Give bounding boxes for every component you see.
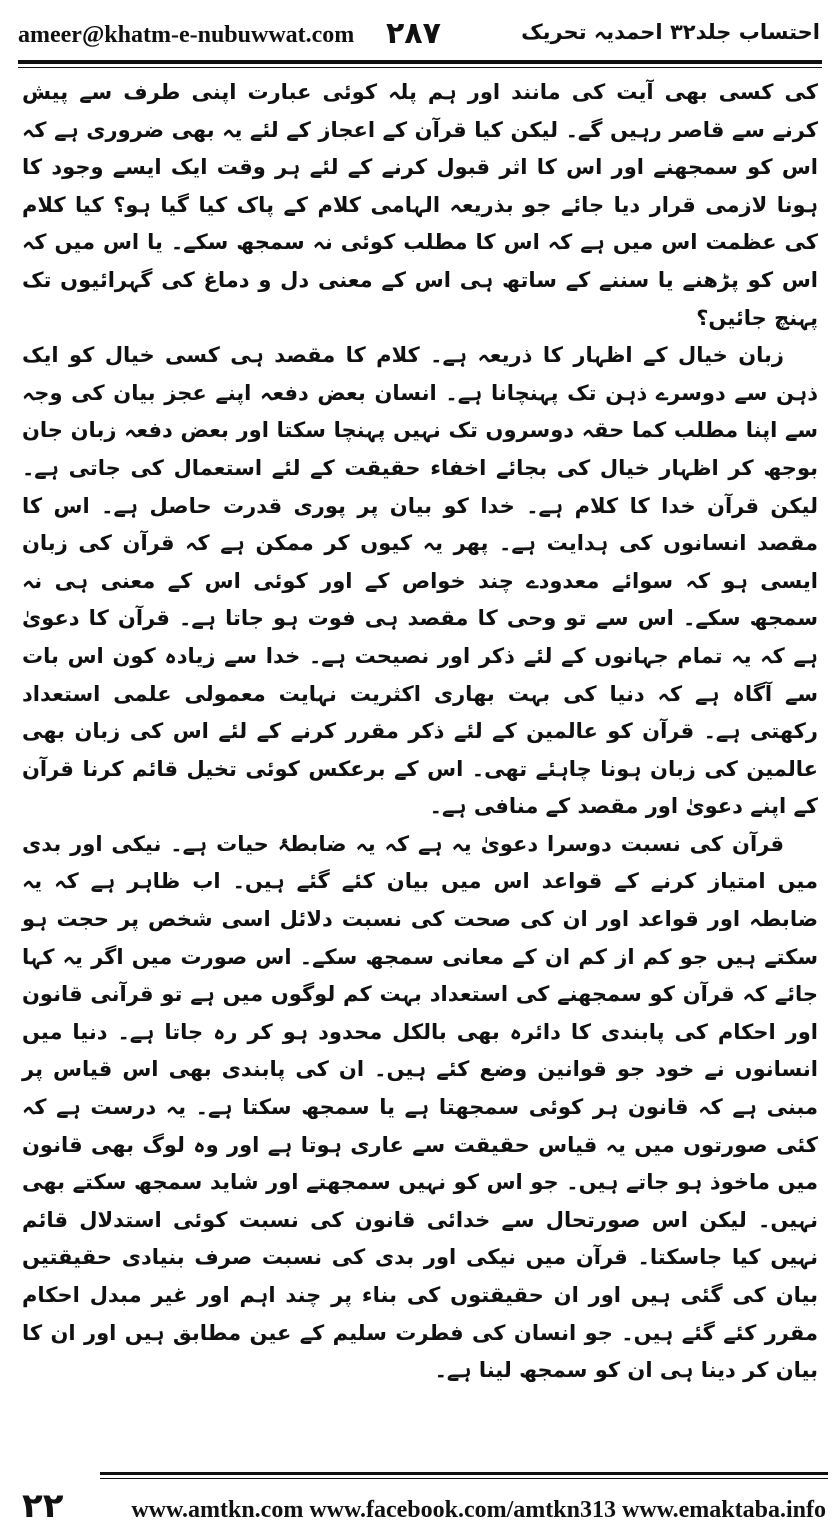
paragraph-2: زبان خیال کے اظہار کا ذریعہ ہے۔ کلام کا مقصد ہی کسی خیال کو ایک ذہن سے دوسرے ذہن تک پہنچانا ہے۔ انسان بعض دفعہ اپنے عجز بیان کی وجہ سے اپنا مطلب کما حقہ دوسروں تک نہیں پہنچا سکتا اور بعض دفعہ زبان جان بوجھ کر اظہار خیال کی بجائے اخفاء حقیقت کے لئے استعمال کی جاتی ہے۔ لیکن قرآن خدا کا کلام ہے۔ خدا کو بیان پر پوری قدرت حاصل ہے۔ اس کا مقصد انسانوں کی ہدایت ہے۔ پھر یہ کیوں کر ممکن ہے کہ قرآن کی زبان ایسی ہو کہ سوائے معدودے چند خواص کے اور کوئی اس کے معنی ہی نہ سمجھ سکے۔ اس سے تو وحی کا مقصد ہی فوت ہو جاتا ہے۔ قرآن کا دعویٰ ہے کہ یہ تمام جہانوں کے لئے ذکر اور نصیحت ہے۔ خدا سے زیادہ کون اس بات سے آگاہ ہے کہ دنیا کی بہت بھاری اکثریت نہایت معمولی علمی استعداد رکھتی ہے۔ قرآن کو عالمین کے لئے ذکر مقرر کرنے کے لئے اس کی زبان بھی عالمین کی زبان ہونا چاہئے تھی۔ اس کے برعکس کوئی تخیل قائم کرنا قرآن کے اپنے دعویٰ اور مقصد کے منافی ہے۔: [22, 343, 818, 819]
paragraph-3: قرآن کی نسبت دوسرا دعویٰ یہ ہے کہ یہ ضابطۂ حیات ہے۔ نیکی اور بدی میں امتیاز کرنے کے قواعد اس میں بیان کئے گئے ہیں۔ اب ظاہر ہے کہ یہ ضابطہ اور قواعد اور ان کی صحت کی نسبت دلائل اسی شخص پر حجت ہو سکتے ہیں جو کم از کم ان کے معانی سمجھ سکے۔ اس صورت میں اگر یہ کہا جائے کہ قرآن کو سمجھنے کی استعداد بہت کم لوگوں میں ہے تو قرآنی قانون اور احکام کی پابندی کا دائرہ بھی بالکل محدود ہو کر رہ جاتا ہے۔ دنیا میں انسانوں نے خود جو قوانین وضع کئے ہیں۔ ان کی پابندی بھی اس قیاس پر مبنی ہے کہ قانون ہر کوئی سمجھتا ہے یا سمجھ سکتا ہے۔ یہ درست ہے کہ کئی صورتوں میں یہ قیاس حقیقت سے عاری ہوتا ہے اور وہ لوگ بھی قانون میں ماخوذ ہو جاتے ہیں۔ جو اس کو نہیں سمجھتے اور شاید سمجھ سکتے بھی نہیں۔ لیکن اس صورتحال سے خدائی قانون کی نسبت کوئی استدلال قائم نہیں کیا جاسکتا۔ قرآن میں نیکی اور بدی کی نسبت صرف بنیادی حقیقتیں بیان کی گئی ہیں اور ان حقیقتوں کی بناء پر چند اہم اور غیر مبدل احکام مقرر کئے گئے ہیں۔ جو انسان کی فطرت سلیم کے عین مطابق ہیں اور ان کا بیان کر دینا ہی ان کو سمجھ لینا ہے۔: [22, 831, 818, 1383]
header-rule-thick: [18, 60, 822, 64]
footer-links: www.amtkn.com www.facebook.com/amtkn313 www.emaktaba.info: [131, 1497, 826, 1523]
paragraph-1: کی کسی بھی آیت کی مانند اور ہم پلہ کوئی عبارت اپنی طرف سے پیش کرنے سے قاصر رہیں گے۔ لیکن کیا قرآن کے اعجاز کے لئے یہ بھی ضروری ہے کہ اس کو سمجھنے اور اس کا اثر قبول کرنے کے لئے ہر وقت ایک ایسے وجود کا ہونا لازمی قرار دیا جائے جو بذریعہ الہامی کلام کے پاک کیا گیا ہو؟ کیا کلام کی عظمت اس میں ہے کہ اس کا مطلب کوئی نہ سمجھ سکے۔ یا اس میں کہ اس کو پڑھنے یا سننے کے ساتھ ہی اس کے معنی دل و دماغ کی گہرائیوں تک پہنچ جائیں؟: [22, 80, 818, 330]
header-email: ameer@khatm-e-nubuwwat.com: [18, 22, 355, 48]
footer-rule-thick: [100, 1472, 828, 1475]
header-rule-thin: [18, 67, 822, 68]
header-page-number: ۲۸۷: [386, 16, 441, 51]
footer-rule-thin: [100, 1478, 828, 1479]
page-header: [18, 10, 822, 62]
footer-page-index: ۲۲: [22, 1486, 64, 1526]
page-body: [22, 74, 818, 1454]
header-book-title: احتساب جلد۳۲ احمدیہ تحریک: [521, 20, 820, 44]
